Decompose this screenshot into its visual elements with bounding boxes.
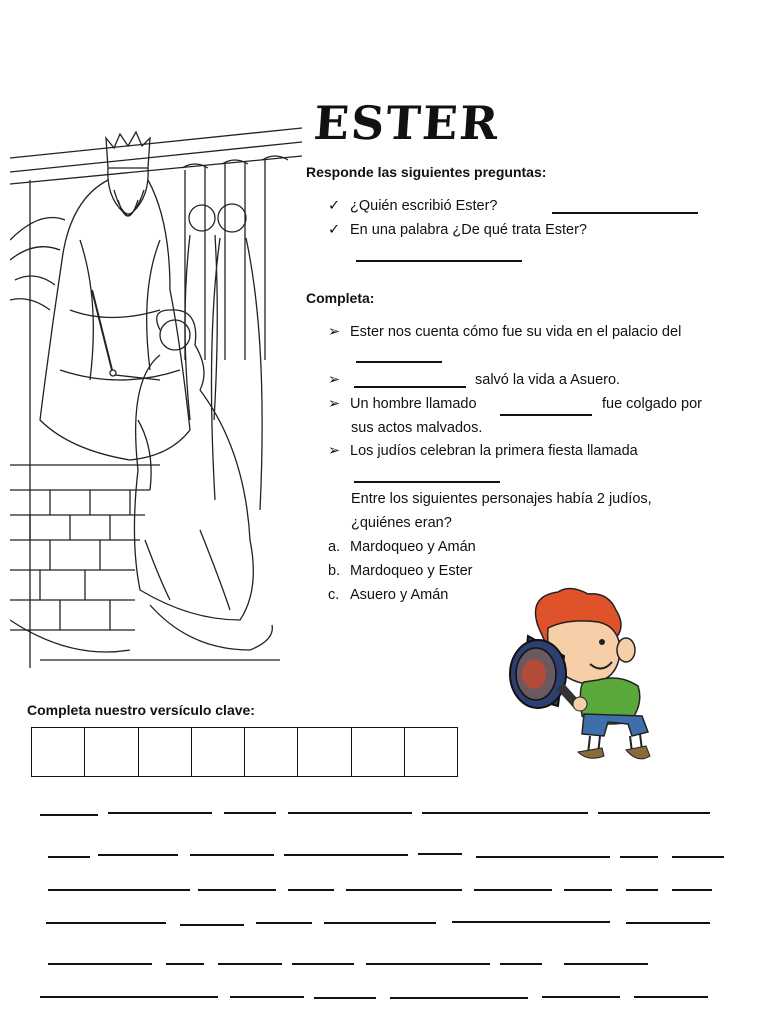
answer-blank-1[interactable] bbox=[552, 212, 698, 214]
word-blank[interactable] bbox=[288, 812, 412, 814]
word-blank[interactable] bbox=[48, 963, 152, 965]
word-blank[interactable] bbox=[180, 924, 244, 926]
word-blank[interactable] bbox=[500, 963, 542, 965]
completion-3: ➢ Un hombre llamado bbox=[328, 396, 477, 412]
word-blank[interactable] bbox=[672, 889, 712, 891]
king-and-esther-illustration bbox=[10, 120, 302, 670]
word-blank[interactable] bbox=[284, 854, 408, 856]
letter-box[interactable] bbox=[352, 728, 405, 776]
option-b[interactable]: b. Mardoqueo y Ester bbox=[328, 563, 473, 579]
arrow-bullet-icon: ➢ bbox=[328, 324, 341, 340]
word-blank[interactable] bbox=[292, 963, 354, 965]
letter-box[interactable] bbox=[192, 728, 245, 776]
word-blank[interactable] bbox=[366, 963, 490, 965]
word-blank[interactable] bbox=[98, 854, 178, 856]
answer-blank-2[interactable] bbox=[356, 260, 522, 262]
letter-box[interactable] bbox=[405, 728, 457, 776]
word-blank[interactable] bbox=[314, 997, 376, 999]
verse-letter-grid[interactable] bbox=[31, 727, 458, 777]
word-blank[interactable] bbox=[418, 853, 462, 855]
word-blank[interactable] bbox=[598, 812, 710, 814]
completion-3-text-b: fue colgado por bbox=[602, 396, 702, 412]
page-title: ESTER bbox=[312, 96, 502, 150]
arrow-bullet-icon: ➢ bbox=[328, 443, 341, 459]
word-blank[interactable] bbox=[422, 812, 588, 814]
boy-with-magnifier-illustration bbox=[498, 586, 658, 776]
word-blank[interactable] bbox=[564, 963, 648, 965]
word-blank[interactable] bbox=[626, 922, 710, 924]
verse-heading: Completa nuestro versículo clave: bbox=[27, 702, 255, 718]
word-blank[interactable] bbox=[230, 996, 304, 998]
letter-box[interactable] bbox=[85, 728, 138, 776]
word-blank[interactable] bbox=[620, 856, 658, 858]
completion-blank-1[interactable] bbox=[356, 361, 442, 363]
completion-4: ➢ Los judíos celebran la primera fiesta llamada bbox=[328, 443, 638, 459]
word-blank[interactable] bbox=[626, 889, 658, 891]
completion-1: ➢ Ester nos cuenta cómo fue su vida en el palacio del bbox=[328, 324, 682, 340]
letter-box[interactable] bbox=[245, 728, 298, 776]
word-blank[interactable] bbox=[542, 996, 620, 998]
option-a[interactable]: a. Mardoqueo y Amán bbox=[328, 539, 476, 555]
question-1: ✓ ¿Quién escribió Ester? bbox=[328, 198, 498, 214]
word-blank[interactable] bbox=[346, 889, 462, 891]
arrow-bullet-icon: ➢ bbox=[328, 372, 341, 388]
word-blank[interactable] bbox=[224, 812, 276, 814]
check-icon: ✓ bbox=[328, 198, 341, 214]
jews-question-line-2: ¿quiénes eran? bbox=[351, 515, 452, 531]
option-c[interactable]: c. Asuero y Amán bbox=[328, 587, 449, 603]
check-icon: ✓ bbox=[328, 222, 341, 238]
word-blank[interactable] bbox=[324, 922, 436, 924]
word-blank[interactable] bbox=[48, 889, 190, 891]
jews-question-line-1: Entre los siguientes personajes había 2 judíos, bbox=[351, 491, 652, 507]
word-blank[interactable] bbox=[46, 922, 166, 924]
word-blank[interactable] bbox=[634, 996, 708, 998]
completion-blank-2[interactable] bbox=[354, 386, 466, 388]
complete-heading: Completa: bbox=[306, 290, 375, 306]
completion-blank-4[interactable] bbox=[354, 481, 500, 483]
word-blank[interactable] bbox=[40, 814, 98, 816]
question-2: ✓ En una palabra ¿De qué trata Ester? bbox=[328, 222, 587, 238]
word-blank[interactable] bbox=[218, 963, 282, 965]
word-blank[interactable] bbox=[474, 889, 552, 891]
word-blank[interactable] bbox=[256, 922, 312, 924]
completion-2-text: salvó la vida a Asuero. bbox=[475, 372, 621, 388]
word-blank[interactable] bbox=[40, 996, 218, 998]
word-blank[interactable] bbox=[564, 889, 612, 891]
word-blank[interactable] bbox=[108, 812, 212, 814]
arrow-bullet-icon: ➢ bbox=[328, 396, 341, 412]
word-blank[interactable] bbox=[452, 921, 610, 923]
letter-box[interactable] bbox=[32, 728, 85, 776]
completion-blank-3[interactable] bbox=[500, 414, 592, 416]
word-blank[interactable] bbox=[48, 856, 90, 858]
questions-heading: Responde las siguientes preguntas: bbox=[306, 164, 547, 180]
word-blank[interactable] bbox=[166, 963, 204, 965]
letter-box[interactable] bbox=[139, 728, 192, 776]
word-blank[interactable] bbox=[390, 997, 528, 999]
word-blank[interactable] bbox=[672, 856, 724, 858]
completion-3-text-c: sus actos malvados. bbox=[351, 420, 483, 436]
letter-box[interactable] bbox=[298, 728, 351, 776]
word-blank[interactable] bbox=[476, 856, 610, 858]
word-blank[interactable] bbox=[198, 889, 276, 891]
word-blank[interactable] bbox=[190, 854, 274, 856]
word-blank[interactable] bbox=[288, 889, 334, 891]
